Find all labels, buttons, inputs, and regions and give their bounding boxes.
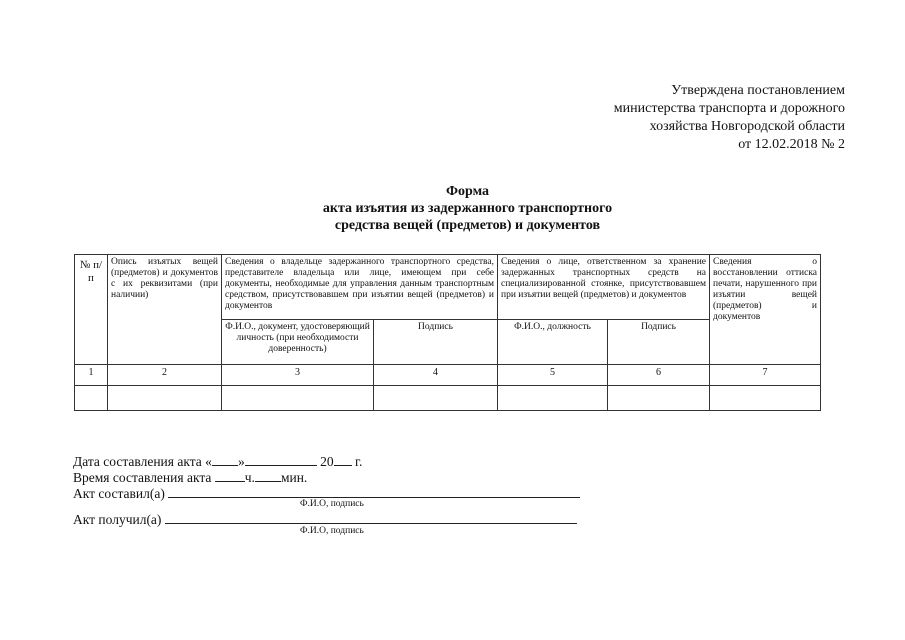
time-line bbox=[73, 470, 307, 485]
time-minutes-unit: мин. bbox=[280, 470, 308, 485]
approval-line-3: хозяйства Новгородской области bbox=[649, 119, 845, 134]
approval-block bbox=[614, 82, 845, 154]
time-hours-unit: ч. bbox=[244, 470, 255, 485]
received-caption: Ф.И.О, подпись bbox=[300, 526, 364, 536]
title-line-3: средства вещей (предметов) и документов bbox=[334, 218, 601, 233]
composed-field[interactable] bbox=[168, 486, 580, 498]
title-line-2: акта изъятия из задержанного транспортного bbox=[322, 201, 613, 216]
subheader-owner-sign: Подпись bbox=[374, 320, 498, 365]
table-cell[interactable] bbox=[374, 386, 498, 411]
table-header-row bbox=[75, 255, 821, 320]
column-number-row bbox=[75, 365, 821, 386]
form-title bbox=[0, 183, 905, 234]
date-year-field[interactable] bbox=[334, 454, 352, 466]
header-number: № п/п bbox=[75, 255, 108, 365]
date-quote: » bbox=[237, 454, 245, 469]
table-cell[interactable] bbox=[222, 386, 374, 411]
table-cell[interactable] bbox=[75, 386, 108, 411]
time-minutes-field[interactable] bbox=[255, 470, 281, 482]
table-cell[interactable] bbox=[608, 386, 710, 411]
header-seal-info: Сведения о восстановлении оттиска печати, нарушенного при изъятии вещей (предметов) и документов bbox=[710, 255, 821, 365]
header-inventory: Опись изъятых вещей (предметов) и документов с их реквизитами (при наличии) bbox=[108, 255, 222, 365]
column-number: 7 bbox=[710, 365, 821, 386]
column-number: 1 bbox=[75, 365, 108, 386]
date-day-field[interactable] bbox=[212, 454, 238, 466]
time-label: Время составления акта bbox=[73, 470, 212, 485]
table-cell[interactable] bbox=[710, 386, 821, 411]
date-suffix: г. bbox=[354, 454, 363, 469]
received-field[interactable] bbox=[165, 512, 577, 524]
subheader-resp-sign: Подпись bbox=[608, 320, 710, 365]
column-number: 6 bbox=[608, 365, 710, 386]
column-number: 3 bbox=[222, 365, 374, 386]
approval-line-4: от 12.02.2018 № 2 bbox=[738, 137, 845, 152]
composed-caption: Ф.И.О, подпись bbox=[300, 499, 364, 509]
date-line bbox=[73, 454, 362, 469]
title-line-1: Форма bbox=[445, 184, 490, 199]
column-number: 4 bbox=[374, 365, 498, 386]
date-label: Дата составления акта « bbox=[73, 454, 212, 469]
seizure-table bbox=[74, 254, 821, 411]
header-responsible-info: Сведения о лице, ответственном за хранение задержанных транспортных средств на специализированной стоянке, присутствовавшем при изъятии вещей (предметов) и документов bbox=[498, 255, 710, 320]
approval-line-1: Утверждена постановлением bbox=[671, 83, 845, 98]
time-hours-field[interactable] bbox=[215, 470, 245, 482]
received-label: Акт получил(а) bbox=[73, 512, 162, 527]
approval-line-2: министерства транспорта и дорожного bbox=[613, 101, 845, 116]
table-row bbox=[75, 386, 821, 411]
composed-label: Акт составил(а) bbox=[73, 486, 165, 501]
date-month-field[interactable] bbox=[245, 454, 317, 466]
subheader-owner-fio: Ф.И.О., документ, удостоверяющий личность (при необходимости доверенность) bbox=[222, 320, 374, 365]
column-number: 2 bbox=[108, 365, 222, 386]
column-number: 5 bbox=[498, 365, 608, 386]
date-year-prefix: 20 bbox=[320, 454, 334, 469]
subheader-resp-fio: Ф.И.О., должность bbox=[498, 320, 608, 365]
received-line bbox=[73, 512, 577, 527]
table-cell[interactable] bbox=[498, 386, 608, 411]
table-cell[interactable] bbox=[108, 386, 222, 411]
header-owner-info: Сведения о владельце задержанного транспортного средства, представителе владельца или лице, имеющем при себе документы, необходимые для управления данным транспортным средством, присутствовавшем при изъятии вещей (предметов) и документов bbox=[222, 255, 498, 320]
